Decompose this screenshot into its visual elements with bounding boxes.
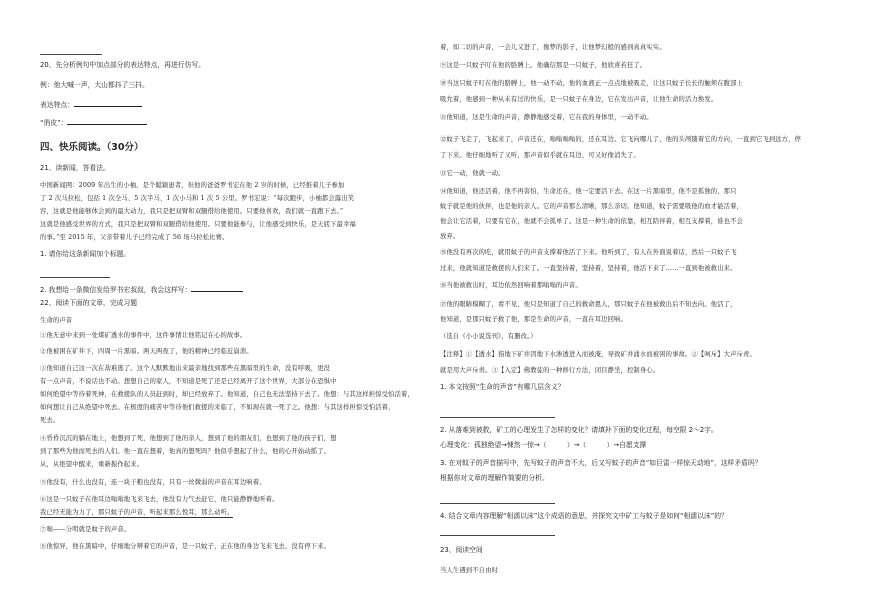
- article-title: 生命的声音: [40, 317, 73, 324]
- q23-title: 23、阅读空间: [440, 546, 483, 554]
- article-para: 如何想让自己从绝望中死去。在极度的痛苦中等待他们救援的来临了，不如现在就一死了之。他想：与其这样担惊受怕活着，: [40, 404, 395, 411]
- news-line: 中国新闻网：2009 年出生的小柚，是个聪颖患者，但他的爸爸罗书宏在他 2 岁的时候，已经推着儿子参加: [40, 182, 345, 189]
- article-para: 过来，他就知道是救援的人们来了。一直坚持着，坚持着，坚持着，他活下来了……一直到他被救出来。: [440, 265, 737, 272]
- q21-2-row: [40, 284, 243, 295]
- q20-feature-blank[interactable]: [74, 99, 142, 107]
- answer-line: [40, 54, 102, 55]
- q3-answer-line[interactable]: [440, 503, 555, 504]
- article-para: ⑨这是一只蚊子叮在他的胳膊上。他确信那是一只蚊子，他欣喜若狂了。: [440, 62, 647, 69]
- q20-feature-row: [40, 99, 142, 110]
- article-para: ⑰他的眼睛模糊了，看不见，他只是知道了自己的救命恩人，那只蚊子在他被救出后不知去向。他活了，: [440, 301, 737, 308]
- q21-title: 21、读新闻，答看法。: [40, 164, 110, 172]
- q20-imitate-row: [40, 117, 147, 128]
- article-para: ⑩当这只蚊子叮在他的胳膊上，他一动不动，他的血液正一点点地被吸走，让这只蚊子长长的触须在腹部上: [440, 80, 744, 87]
- article-para: ⑫蚊子飞走了，飞起来了，声音还在，嗡嗡嗡嗡的，还在耳边。它飞向哪儿了，他的头颅随着它的方向，一直到它飞到远方，停: [440, 136, 802, 143]
- article-para: ⑯当他被救出时，耳边依然回响着那嗡嗡的声音。: [440, 282, 582, 289]
- article-para: 放弃。: [440, 233, 460, 240]
- article-source: （选自《小小说选刊》，有删改。）: [440, 333, 537, 340]
- q21-1-answer-line[interactable]: [40, 277, 110, 278]
- article-para-underlined: 我已经无能为力了，那只蚊子的声音，听起来那么悦耳，那么动听。: [40, 509, 234, 516]
- article-para: ⑬它一动，他就一动。: [440, 170, 505, 177]
- q1-answer-line[interactable]: [440, 417, 555, 418]
- q21-1: 1. 请你给这条新闻加个标题。: [40, 250, 131, 258]
- question-1: 1. 本文按照“生命的声音”有哪几层含义？: [440, 383, 565, 391]
- article-para: 了下来。他仔细地听了又听，那声音似乎就在耳边，可又好像消失了。: [440, 152, 640, 159]
- news-line: 的事。”至 2015 年，父亲带着儿子已经完成了 56 场马拉松比赛。: [40, 234, 229, 241]
- question-4: 4. 结合文章内容理解“相濡以沫”这个成语的意思，并探究文中矿工与蚊子是如何“相濡以沫”的？: [440, 512, 728, 520]
- article-para: ⑧他惊异，他在黑暗中，仔细地分辨着它的声音，是一只蚊子，正在他的身边飞来飞去，没有停下来。: [40, 543, 331, 550]
- article-para: ①他无意中来到一处煤矿透水的事件中，这件事情让他铭记在心的故事。: [40, 332, 247, 339]
- q20-example: 例：他大喊一声，大山都抖了三抖。: [40, 81, 149, 89]
- question-3: 3. 在对蚊子的声音描写中，先写蚊子的声音不大，后又写蚊子的声音“如巨雷一样惊天动地”，这样矛盾吗？: [440, 459, 762, 467]
- article-para: 有一点声音，不说话也不动。想想自己的家人，不知道是死了还是已经离开了这个世界，大部分在恐惧中: [40, 378, 337, 385]
- article-notes: 【注释】①【透水】指地下矿井因地下水渗透进入而被淹，导致矿井涌水而被困的事故。②【呵斥】大声斥责。: [440, 351, 756, 358]
- article-para: ⑦嗡——分明就是蚊子的声音。: [40, 526, 131, 533]
- news-line: 这就是他感受世界的方式，我只是把双臂和双腿借给他使用。只要他能参与，让他感受到快乐，是天底下最幸福: [40, 221, 356, 228]
- article-para: 着，如二切的声音，一会儿又进了，像梦的影子，让他梦幻般的感到真真实实。: [440, 44, 666, 51]
- article-para: 吸允着，他感到一种从未有过的快乐，是一只蚊子在身边，它在发出声音，让他生命的活力焕发。: [440, 96, 718, 103]
- q20-instruction: 20、先分析例句中加点部分的表达特点，再进行仿写。: [40, 61, 205, 69]
- article-para: 死去。: [40, 417, 60, 424]
- article-para: ⑮他没有再次的吃，就用蚊子的声音支撑着他活了下来。他听到了，有人在外面说着话，然后一只蚊子飞: [440, 249, 737, 256]
- q20-imitate-blank[interactable]: [67, 117, 147, 125]
- q23-first-line: 当人生遇到不自由时: [440, 567, 499, 574]
- section-heading: 四、快乐阅读。（30分）: [40, 142, 144, 153]
- q20-imitate-label: “俏皮”：: [40, 119, 68, 127]
- article-para: 他会让它活着，只要有它在，他就不会孤单了。这是一种生命的依靠，相互陪伴着，相互支撑着，谁也不会: [440, 218, 744, 225]
- article-para: ⑪他知道，这是生命的声音，静静地感受着，它在我的身体里，一动不动。: [440, 114, 653, 121]
- q22-title: 22、阅读下面的文章，完成习题: [40, 299, 138, 307]
- q21-2-blank[interactable]: [191, 284, 243, 292]
- article-para: ⑭他知道，他还活着，他不再害怕，生命还在，他一定要活下去。在这一片黑暗里，他不是孤独的，那只: [440, 188, 737, 195]
- q20-feature-label: 表达特点：: [40, 101, 74, 109]
- article-para: 蚊子就是他的伙伴，也是他的亲人。它的声音那么清晰，那么亲切。他知道，蚊子需要吸他的血才能活着，: [440, 203, 744, 210]
- article-para: ③他知道自己这一次在劫难逃了。这个人默默地出来最亲地找到那些在黑暗里的生命，没有呼吸，更没: [40, 365, 331, 372]
- article-para: 他知道，是那只蚊子救了他，那是生命的声音，一直在耳边回响。: [440, 316, 627, 323]
- q4-answer-line[interactable]: [440, 535, 555, 536]
- news-line: 了 2 次马拉松，包括 1 次全马、5 次半马、1 次小马和 1 次 5 公里。罗书宏说：“每次跑步，小柚都会露出笑: [40, 195, 355, 202]
- question-2: 2. 从落难到被救，矿工的心理发生了怎样的变化？请填补下面的变化过程，每空限 2～2字。: [440, 426, 718, 434]
- article-para: ②他被困在矿井下，四周一片黑暗。两天两夜了，他的精神已经临近崩溃。: [40, 348, 253, 355]
- question-3: 根据你对文章的理解作简要的分析。: [440, 474, 549, 482]
- article-para: ⑤他没有，什么也没有，连一块干粮也没有，只有一丝微弱的声音在耳边响着。: [40, 479, 266, 486]
- article-para: 如何绝望中等待着死神，在救援队的人员赶到时，却已经放弃了。他知道，自己也无法坚持下去了。他想：与其这样担惊受怕活着，: [40, 391, 414, 398]
- q21-2-label: 2. 我想给一条微信发给罗书宏叔叔，我会这样写：: [40, 286, 192, 294]
- article-para: 从，从绝望中醒来，重新振作起来。: [40, 461, 144, 468]
- news-line: 容，这就是他能够体会到的最大动力，我只是把双臂和双腿借给他使用。只要他喜欢，我们就一直跑下去。”: [40, 208, 344, 215]
- article-para: 到了那些为他而死去的人们。他一直在想着，他真的想死吗？他似乎想起了什么，他的心开始动摇了。: [40, 448, 331, 455]
- article-notes: 就是用大声斥责。③【入定】佛教徒的一种修行方法，闭目静坐，控制身心。: [440, 367, 660, 374]
- article-para: ⑥这是一只蚊子在他耳边嗡嗡地飞来飞去，他没有力气去赶它，他只能静静地听着。: [40, 496, 279, 503]
- article-para: ④昏昏沉沉的躺在地上，他想到了死，他想到了他的亲人，想到了他的朋友们，也想到了他的孩子们，想: [40, 435, 337, 442]
- question-2-chain: 心理变化：孤独绝望→悚然一惊→（ ）→（ ）→自愿支撑: [440, 441, 647, 449]
